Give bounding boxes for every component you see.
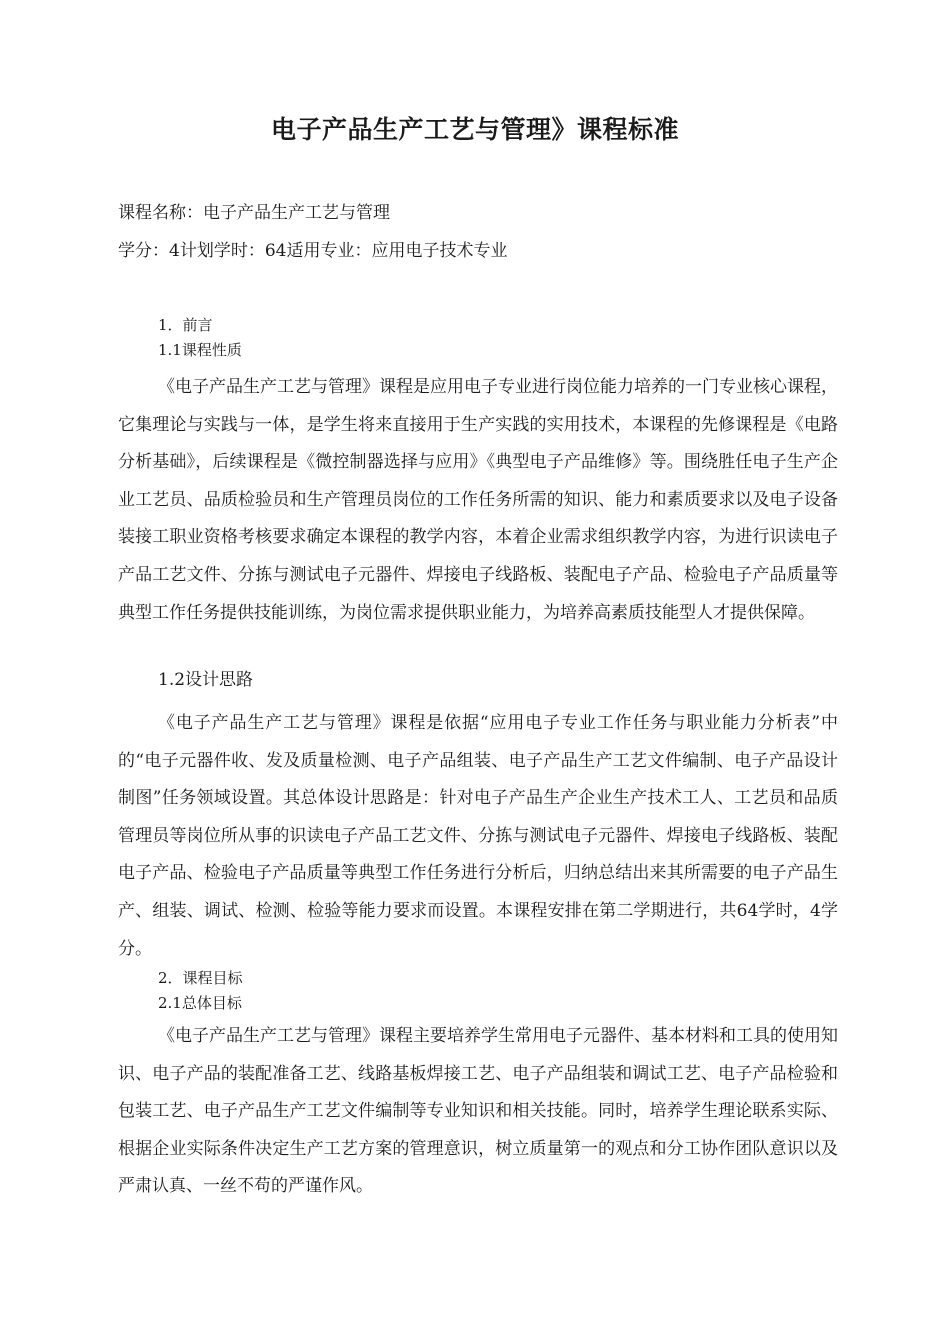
section-1-heading: 1．前言 (158, 316, 213, 334)
course-name-line: 课程名称：电子产品生产工艺与管理 (118, 203, 390, 223)
section-1-1-heading: 1.1课程性质 (158, 341, 242, 359)
section-2-1-paragraph: 《电子产品生产工艺与管理》课程主要培养学生常用电子元器件、基本材料和工具的使用知识、电子产品的装配准备工艺、线路基板焊接工艺、电子产品组装和调试工艺、电子产品检验和包装工艺、电子产品生产工艺文件编制等专业知识和相关技能。同时，培养学生理论联系实际、根据企业实际条件决定生产工艺方案的管理意识，树立质量第一的观点和分工协作团队意识以及严肃认真、一丝不苟的严谨作风。 (118, 1026, 838, 1197)
credits-line: 学分：4计划学时：64适用专业：应用电子技术专业 (118, 241, 508, 261)
section-1-1-paragraph: 《电子产品生产工艺与管理》课程是应用电子专业进行岗位能力培养的一门专业核心课程，它集理论与实践与一体，是学生将来直接用于生产实践的实用技术，本课程的先修课程是《电路分析基础》，后续课程是《微控制器选择与应用》《典型电子产品维修》等。围绕胜任电子生产企业工艺员、品质检验员和生产管理员岗位的工作任务所需的知识、能力和素质要求以及电子设备装接工职业资格考核要求确定本课程的教学内容，本着企业需求组织教学内容，为进行识读电子产品工艺文件、分拣与测试电子元器件、焊接电子线路板、装配电子产品、检验电子产品质量等典型工作任务提供技能训练，为岗位需求提供职业能力，为培养高素质技能型人才提供保障。 (118, 377, 838, 623)
section-1-2-heading: 1.2设计思路 (158, 670, 254, 690)
section-1-2-paragraph: 《电子产品生产工艺与管理》课程是依据“应用电子专业工作任务与职业能力分析表”中的“电子元器件收、发及质量检测、电子产品组装、电子产品生产工艺文件编制、电子产品设计制图”任务领域设置。其总体设计思路是：针对电子产品生产企业生产技术工人、工艺员和品质管理员等岗位所从事的识读电子产品工艺文件、分拣与测试电子元器件、焊接电子线路板、装配电子产品、检验电子产品质量等典型工作任务进行分析后，归纳总结出来其所需要的电子产品生产、组装、调试、检测、检验等能力要求而设置。本课程安排在第二学期进行，共64学时，4学分。 (118, 713, 838, 959)
section-2-1-heading: 2.1总体目标 (158, 994, 242, 1012)
document-title: 电子产品生产工艺与管理》课程标准 (270, 115, 679, 144)
section-2-heading: 2．课程目标 (158, 969, 243, 987)
